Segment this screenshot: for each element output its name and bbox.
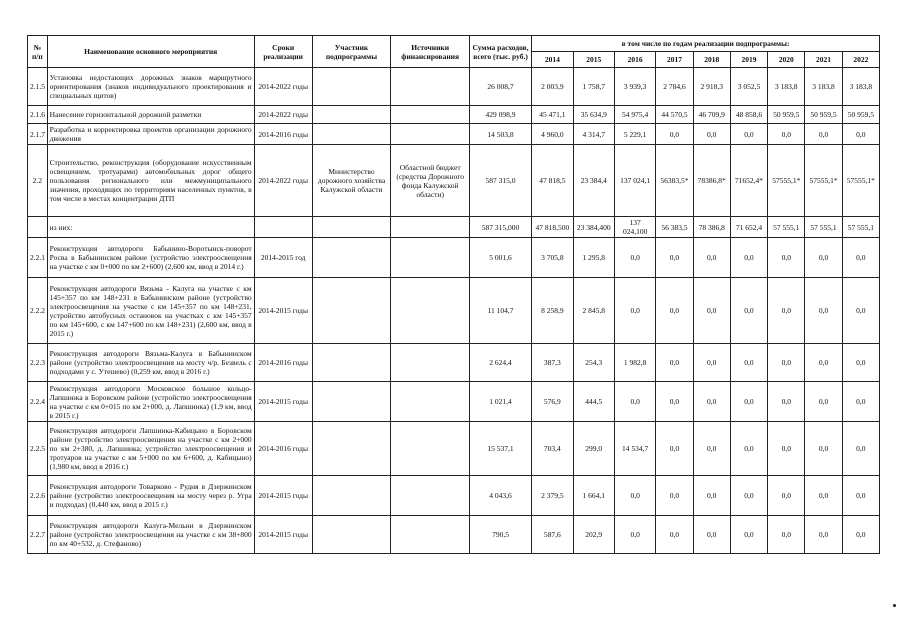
activity-name: Строительство, реконструкция (оборудование искусственным освещением, тротуарами) автомобильных дорог общего пользования регионального или межмуниципального значения, проходящих по территориям населенных пунктов, в том числе в местах концентрации ДТП — [47, 145, 254, 217]
year-value-2017: 0,0 — [656, 238, 693, 278]
year-value-2020: 50 959,5 — [768, 106, 805, 124]
row-number: 2.2.2 — [28, 278, 48, 344]
total-sum: 587 315,0 — [470, 145, 532, 217]
year-value-2018: 0,0 — [693, 476, 730, 516]
year-value-2021: 57555,1* — [805, 145, 842, 217]
year-value-2016: 3 939,3 — [614, 68, 655, 106]
year-value-2019: 0,0 — [730, 516, 767, 554]
table-row — [28, 124, 880, 145]
year-value-2015: 23 384,400 — [573, 217, 614, 238]
participant — [312, 382, 391, 422]
header-name: Наименование основного мероприятия — [47, 36, 254, 68]
row-number: 2.1.6 — [28, 106, 48, 124]
year-value-2017: 0,0 — [656, 344, 693, 382]
header-year-2020: 2020 — [768, 52, 805, 68]
activity-name: Реконструкция автодороги Калуга-Мельни в Дзержинском районе (устройство электроосвещения на участке с км 38+800 по км 40+532, д. Стефаново) — [47, 516, 254, 554]
year-value-2021: 50 959,5 — [805, 106, 842, 124]
year-value-2021: 0,0 — [805, 238, 842, 278]
year-value-2020: 57 555,1 — [768, 217, 805, 238]
year-value-2022: 0,0 — [842, 422, 879, 476]
implementation-terms: 2014-2022 годы — [254, 145, 312, 217]
header-num: № п/п — [28, 36, 48, 68]
row-number: 2.1.5 — [28, 68, 48, 106]
total-sum: 4 043,6 — [470, 476, 532, 516]
participant — [312, 68, 391, 106]
activity-name: Установка недостающих дорожных знаков маршрутного ориентирования (знаков индивидуального проектирования и специальных щитов) — [47, 68, 254, 106]
year-value-2019: 0,0 — [730, 382, 767, 422]
row-number: 2.1.7 — [28, 124, 48, 145]
year-value-2020: 57555,1* — [768, 145, 805, 217]
total-sum: 587 315,000 — [470, 217, 532, 238]
table-row — [28, 476, 880, 516]
table-row — [28, 145, 880, 217]
table-row — [28, 238, 880, 278]
year-value-2022: 0,0 — [842, 476, 879, 516]
participant — [312, 516, 391, 554]
total-sum: 5 001,6 — [470, 238, 532, 278]
year-value-2018: 78386,8* — [693, 145, 730, 217]
year-value-2014: 3 705,8 — [532, 238, 573, 278]
year-value-2014: 387,3 — [532, 344, 573, 382]
year-value-2016: 0,0 — [614, 238, 655, 278]
total-sum: 790,5 — [470, 516, 532, 554]
implementation-terms: 2014-2015 годы — [254, 382, 312, 422]
header-terms: Сроки реализации — [254, 36, 312, 68]
year-value-2016: 0,0 — [614, 382, 655, 422]
year-value-2016: 0,0 — [614, 278, 655, 344]
year-value-2019: 0,0 — [730, 124, 767, 145]
year-value-2021: 57 555,1 — [805, 217, 842, 238]
implementation-terms — [254, 217, 312, 238]
table-header — [28, 36, 880, 68]
year-value-2015: 299,0 — [573, 422, 614, 476]
funding-source — [391, 422, 470, 476]
funding-source: Областной бюджет (средства Дорожного фонда Калужской области) — [391, 145, 470, 217]
table-body — [28, 68, 880, 554]
year-value-2015: 254,3 — [573, 344, 614, 382]
year-value-2021: 3 183,8 — [805, 68, 842, 106]
year-value-2016: 1 982,8 — [614, 344, 655, 382]
total-sum: 429 098,9 — [470, 106, 532, 124]
year-value-2019: 0,0 — [730, 344, 767, 382]
year-value-2015: 1 758,7 — [573, 68, 614, 106]
year-value-2016: 14 534,7 — [614, 422, 655, 476]
year-value-2017: 0,0 — [656, 278, 693, 344]
year-value-2022: 57555,1* — [842, 145, 879, 217]
implementation-terms: 2014-2015 год — [254, 238, 312, 278]
year-value-2019: 71 652,4 — [730, 217, 767, 238]
subprogram-table — [27, 35, 880, 554]
table-row — [28, 68, 880, 106]
header-year-2022: 2022 — [842, 52, 879, 68]
year-value-2018: 78 386,8 — [693, 217, 730, 238]
year-value-2020: 0,0 — [768, 278, 805, 344]
year-value-2022: 0,0 — [842, 124, 879, 145]
year-value-2014: 45 471,1 — [532, 106, 573, 124]
implementation-terms: 2014-2016 годы — [254, 422, 312, 476]
table-row — [28, 217, 880, 238]
funding-source — [391, 217, 470, 238]
year-value-2022: 0,0 — [842, 516, 879, 554]
year-value-2021: 0,0 — [805, 516, 842, 554]
header-sum: Сумма расходов, всего (тыс. руб.) — [470, 36, 532, 68]
total-sum: 14 503,8 — [470, 124, 532, 145]
row-number: 2.2.6 — [28, 476, 48, 516]
activity-name: Реконструкция автодороги Московское большое кольцо-Лапшинка в Боровском районе (устройство электроосвещения на участке с км 0+015 по км 2+000, д. Лапшинка) (1,9 км, ввод в 2015 г.) — [47, 382, 254, 422]
year-value-2014: 703,4 — [532, 422, 573, 476]
funding-source — [391, 476, 470, 516]
year-value-2020: 0,0 — [768, 344, 805, 382]
row-number: 2.2 — [28, 145, 48, 217]
year-value-2019: 0,0 — [730, 422, 767, 476]
activity-name: Реконструкция автодороги Бабынино-Воротынск-поворот Росва в Бабынинском районе (устройство электроосвещения на участке с км 0+000 по км 2+600) (2,600 км, ввод в 2014 г.) — [47, 238, 254, 278]
year-value-2021: 0,0 — [805, 344, 842, 382]
year-value-2014: 4 960,0 — [532, 124, 573, 145]
year-value-2016: 137 024,1 — [614, 145, 655, 217]
activity-name: Реконструкция автодороги Лапшинка-Кабицыно в Боровском районе (устройство электроосвещения на участке с км 2+000 по км 2+380, д. Лапшинка; устройство электроосвещения и тротуаров на участке с км 5+000 по км 6+600, д. Кабицыно) (1,980 км, ввод в 2016 г.) — [47, 422, 254, 476]
row-number: 2.2.7 — [28, 516, 48, 554]
year-value-2017: 0,0 — [656, 124, 693, 145]
year-value-2015: 202,9 — [573, 516, 614, 554]
year-value-2018: 2 918,3 — [693, 68, 730, 106]
header-year-2014: 2014 — [532, 52, 573, 68]
year-value-2015: 35 634,9 — [573, 106, 614, 124]
year-value-2021: 0,0 — [805, 124, 842, 145]
funding-source — [391, 516, 470, 554]
year-value-2020: 0,0 — [768, 124, 805, 145]
year-value-2014: 2 003,9 — [532, 68, 573, 106]
table-row — [28, 422, 880, 476]
header-years-group: в том числе по годам реализации подпрограммы: — [532, 36, 880, 52]
year-value-2022: 0,0 — [842, 278, 879, 344]
header-year-2021: 2021 — [805, 52, 842, 68]
year-value-2018: 0,0 — [693, 124, 730, 145]
implementation-terms: 2014-2015 годы — [254, 278, 312, 344]
activity-name: Реконструкция автодороги Вязьма-Калуга в Бабынинском районе (устройство электроосвещения на мосту ч/р. Безвель с подходами у с. Утешево) (0,259 км, ввод в 2016 г.) — [47, 344, 254, 382]
year-value-2019: 3 052,5 — [730, 68, 767, 106]
activity-name: Разработка и корректировка проектов организации дорожного движения — [47, 124, 254, 145]
row-number: 2.2.5 — [28, 422, 48, 476]
year-value-2019: 71652,4* — [730, 145, 767, 217]
total-sum: 26 008,7 — [470, 68, 532, 106]
participant — [312, 344, 391, 382]
table-row — [28, 516, 880, 554]
activity-name: из них: — [47, 217, 254, 238]
participant — [312, 476, 391, 516]
table-row — [28, 278, 880, 344]
funding-source — [391, 278, 470, 344]
implementation-terms: 2014-2016 годы — [254, 344, 312, 382]
header-year-2017: 2017 — [656, 52, 693, 68]
year-value-2015: 444,5 — [573, 382, 614, 422]
year-value-2019: 0,0 — [730, 278, 767, 344]
year-value-2020: 0,0 — [768, 382, 805, 422]
year-value-2014: 576,9 — [532, 382, 573, 422]
funding-source — [391, 124, 470, 145]
header-source: Источники финансирования — [391, 36, 470, 68]
year-value-2020: 3 183,8 — [768, 68, 805, 106]
year-value-2021: 0,0 — [805, 422, 842, 476]
funding-source — [391, 68, 470, 106]
implementation-terms: 2014-2015 годы — [254, 476, 312, 516]
year-value-2020: 0,0 — [768, 516, 805, 554]
implementation-terms: 2014-2022 годы — [254, 68, 312, 106]
year-value-2017: 44 570,5 — [656, 106, 693, 124]
total-sum: 2 624,4 — [470, 344, 532, 382]
funding-source — [391, 382, 470, 422]
year-value-2020: 0,0 — [768, 238, 805, 278]
year-value-2022: 57 555,1 — [842, 217, 879, 238]
total-sum: 15 537,1 — [470, 422, 532, 476]
activity-name: Реконструкция автодороги Вязьма - Калуга на участке с км 145+357 по км 148+231 в Бабынинском районе (устройство электроосвещения на участке с км 145+357 по км 148+231, устройство автобусных остановок на участках с км 145+357 по км 145+600, с км 147+600 по км 148+231) (2,600 км, ввод в 2015 г.) — [47, 278, 254, 344]
participant — [312, 422, 391, 476]
year-value-2020: 0,0 — [768, 422, 805, 476]
activity-name: Нанесение горизонтальной дорожной разметки — [47, 106, 254, 124]
year-value-2014: 2 379,5 — [532, 476, 573, 516]
year-value-2016: 54 975,4 — [614, 106, 655, 124]
year-value-2017: 56 383,5 — [656, 217, 693, 238]
year-value-2018: 0,0 — [693, 516, 730, 554]
table-row — [28, 382, 880, 422]
implementation-terms: 2014-2022 годы — [254, 106, 312, 124]
year-value-2016: 137 024,100 — [614, 217, 655, 238]
year-value-2017: 0,0 — [656, 382, 693, 422]
year-value-2014: 47 818,500 — [532, 217, 573, 238]
funding-source — [391, 106, 470, 124]
header-year-2015: 2015 — [573, 52, 614, 68]
year-value-2017: 56383,5* — [656, 145, 693, 217]
table-row — [28, 106, 880, 124]
year-value-2019: 0,0 — [730, 238, 767, 278]
year-value-2022: 50 959,5 — [842, 106, 879, 124]
year-value-2022: 0,0 — [842, 344, 879, 382]
header-year-2019: 2019 — [730, 52, 767, 68]
participant — [312, 124, 391, 145]
year-value-2019: 0,0 — [730, 476, 767, 516]
year-value-2022: 3 183,8 — [842, 68, 879, 106]
year-value-2021: 0,0 — [805, 382, 842, 422]
row-number: 2.2.1 — [28, 238, 48, 278]
year-value-2016: 0,0 — [614, 516, 655, 554]
table-row — [28, 344, 880, 382]
implementation-terms: 2014-2016 годы — [254, 124, 312, 145]
year-value-2016: 5 229,1 — [614, 124, 655, 145]
year-value-2014: 587,6 — [532, 516, 573, 554]
year-value-2016: 0,0 — [614, 476, 655, 516]
participant — [312, 278, 391, 344]
activity-name: Реконструкция автодороги Товарково - Рудня в Дзержинском районе (устройство электроосвещения на мосту через р. Угра и подходах) (0,440 км, ввод в 2015 г.) — [47, 476, 254, 516]
header-year-2018: 2018 — [693, 52, 730, 68]
participant — [312, 106, 391, 124]
funding-source — [391, 344, 470, 382]
year-value-2017: 2 784,6 — [656, 68, 693, 106]
year-value-2018: 0,0 — [693, 382, 730, 422]
participant: Министерство дорожного хозяйства Калужской области — [312, 145, 391, 217]
implementation-terms: 2014-2015 годы — [254, 516, 312, 554]
year-value-2022: 0,0 — [842, 382, 879, 422]
year-value-2018: 0,0 — [693, 344, 730, 382]
year-value-2020: 0,0 — [768, 476, 805, 516]
year-value-2017: 0,0 — [656, 476, 693, 516]
year-value-2021: 0,0 — [805, 476, 842, 516]
year-value-2018: 0,0 — [693, 238, 730, 278]
year-value-2014: 47 818,5 — [532, 145, 573, 217]
year-value-2018: 0,0 — [693, 422, 730, 476]
row-number: 2.2.4 — [28, 382, 48, 422]
year-value-2017: 0,0 — [656, 422, 693, 476]
scan-speck — [893, 604, 896, 607]
year-value-2018: 46 709,9 — [693, 106, 730, 124]
header-year-2016: 2016 — [614, 52, 655, 68]
year-value-2015: 2 845,8 — [573, 278, 614, 344]
total-sum: 11 104,7 — [470, 278, 532, 344]
row-number: 2.2.3 — [28, 344, 48, 382]
year-value-2015: 4 314,7 — [573, 124, 614, 145]
year-value-2015: 1 664,1 — [573, 476, 614, 516]
funding-source — [391, 238, 470, 278]
participant — [312, 217, 391, 238]
year-value-2019: 48 858,6 — [730, 106, 767, 124]
year-value-2017: 0,0 — [656, 516, 693, 554]
row-number — [28, 217, 48, 238]
year-value-2015: 1 295,8 — [573, 238, 614, 278]
participant — [312, 238, 391, 278]
header-participant: Участник подпрограммы — [312, 36, 391, 68]
year-value-2015: 23 384,4 — [573, 145, 614, 217]
year-value-2022: 0,0 — [842, 238, 879, 278]
year-value-2014: 8 258,9 — [532, 278, 573, 344]
total-sum: 1 021,4 — [470, 382, 532, 422]
year-value-2021: 0,0 — [805, 278, 842, 344]
year-value-2018: 0,0 — [693, 278, 730, 344]
